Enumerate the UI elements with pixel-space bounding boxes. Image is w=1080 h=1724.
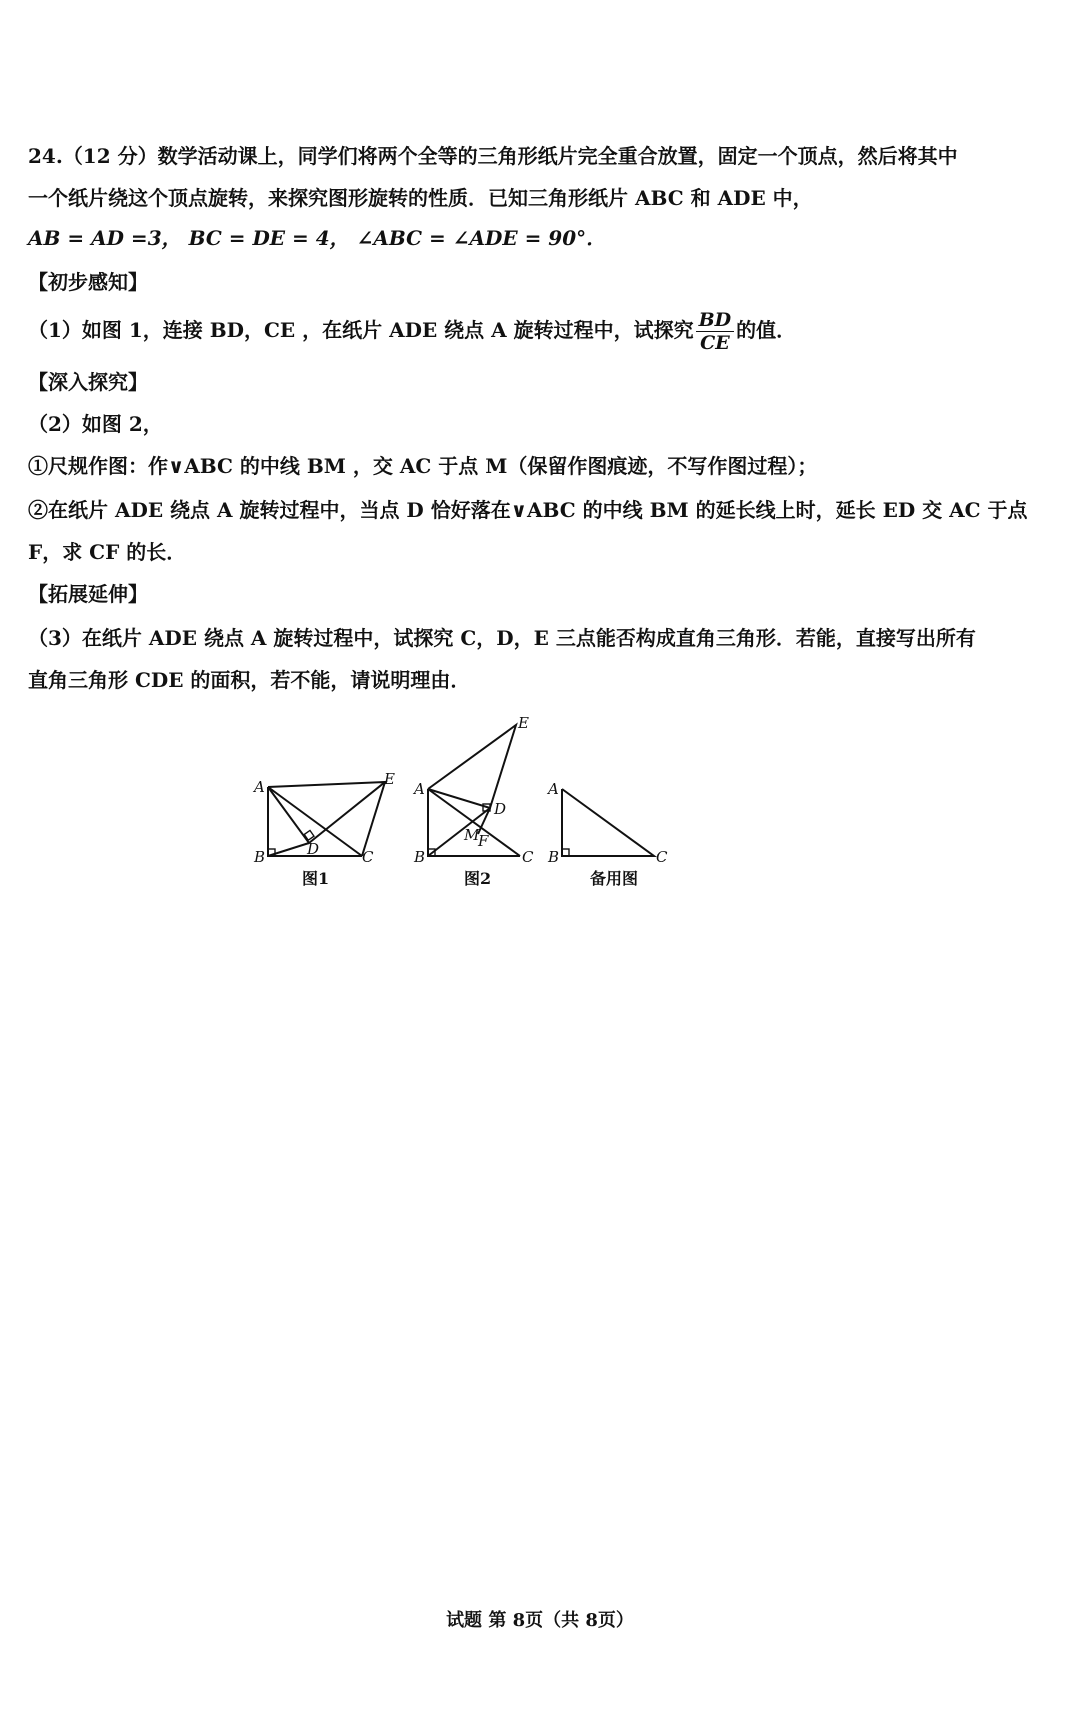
fig2-label-b: B bbox=[414, 848, 426, 866]
fig1-label-d: D bbox=[307, 840, 320, 858]
figures-area bbox=[250, 714, 710, 980]
figure-1-caption: 图1 bbox=[302, 869, 330, 888]
question-1-prefix: （1）如图 1，连接 BD，CE ，在纸片 ADE 绕点 A 旋转过程中，试探究 bbox=[28, 318, 694, 342]
fig1-label-b: B bbox=[254, 848, 266, 866]
question-2-part-2-line-2: F，求 CF 的长． bbox=[28, 540, 187, 564]
section-deep-exploration-heading: 【深入探究】 bbox=[28, 370, 148, 394]
fig1-segment-ce bbox=[362, 782, 385, 856]
fig2-triangle-ade bbox=[428, 725, 516, 808]
fig1-triangle-ade bbox=[268, 782, 385, 843]
page-footer: 试题 第 8页（共 8页） bbox=[446, 1610, 634, 1631]
fig1-label-a: A bbox=[254, 778, 265, 796]
fig3-label-a: A bbox=[548, 780, 559, 798]
section-initial-perception-heading: 【初步感知】 bbox=[28, 270, 148, 294]
fraction-denominator: CE bbox=[700, 332, 730, 354]
figure-1-diagram bbox=[268, 782, 385, 856]
bd-over-ce-fraction bbox=[696, 309, 735, 354]
figure-2-caption: 图2 bbox=[464, 869, 492, 888]
fraction-numerator: BD bbox=[696, 309, 735, 332]
fig2-label-e: E bbox=[518, 714, 529, 732]
fig1-label-e: E bbox=[384, 770, 395, 788]
fig3-label-b: B bbox=[548, 848, 560, 866]
question-2-intro: （2）如图 2， bbox=[28, 412, 163, 436]
fig2-label-d: D bbox=[494, 800, 507, 818]
question-3-line-2: 直角三角形 CDE 的面积，若不能，请说明理由． bbox=[28, 668, 471, 692]
question-2-part-1: ①尺规作图：作∨ABC 的中线 BM ，交 AC 于点 M（保留作图痕迹，不写作图过程）； bbox=[28, 454, 818, 478]
question-24-line-2: 一个纸片绕这个顶点旋转，来探究图形旋转的性质．已知三角形纸片 ABC 和 ADE 中， bbox=[28, 186, 813, 210]
question-24-given-conditions: AB = AD =3， BC = DE = 4， ∠ABC = ∠ADE = 90°． bbox=[28, 226, 607, 250]
figure-3-diagram bbox=[562, 789, 654, 856]
question-3-line-1: （3）在纸片 ADE 绕点 A 旋转过程中，试探究 C，D，E 三点能否构成直角三角形．若能，直接写出所有 bbox=[28, 626, 976, 650]
fig3-label-c: C bbox=[656, 848, 668, 866]
section-extension-heading: 【拓展延伸】 bbox=[28, 582, 148, 606]
question-2-part-2-line-1: ②在纸片 ADE 绕点 A 旋转过程中，当点 D 恰好落在∨ABC 的中线 BM 的延长线上时，延长 ED 交 AC 于点 bbox=[28, 498, 1028, 522]
question-24-line-1: 24.（12 分）数学活动课上，同学们将两个全等的三角形纸片完全重合放置，固定一个顶点，然后将其中 bbox=[28, 144, 958, 168]
figure-3-caption: 备用图 bbox=[590, 869, 639, 888]
fig3-triangle-abc bbox=[562, 789, 654, 856]
question-1-suffix: 的值． bbox=[736, 318, 797, 342]
fig3-right-angle-b bbox=[562, 849, 569, 856]
fig1-label-c: C bbox=[362, 848, 374, 866]
fig2-label-a: A bbox=[414, 780, 425, 798]
fig2-label-f: F bbox=[478, 832, 489, 850]
fig2-label-c: C bbox=[522, 848, 534, 866]
question-1 bbox=[28, 308, 796, 354]
fig2-label-m: M bbox=[464, 826, 480, 844]
